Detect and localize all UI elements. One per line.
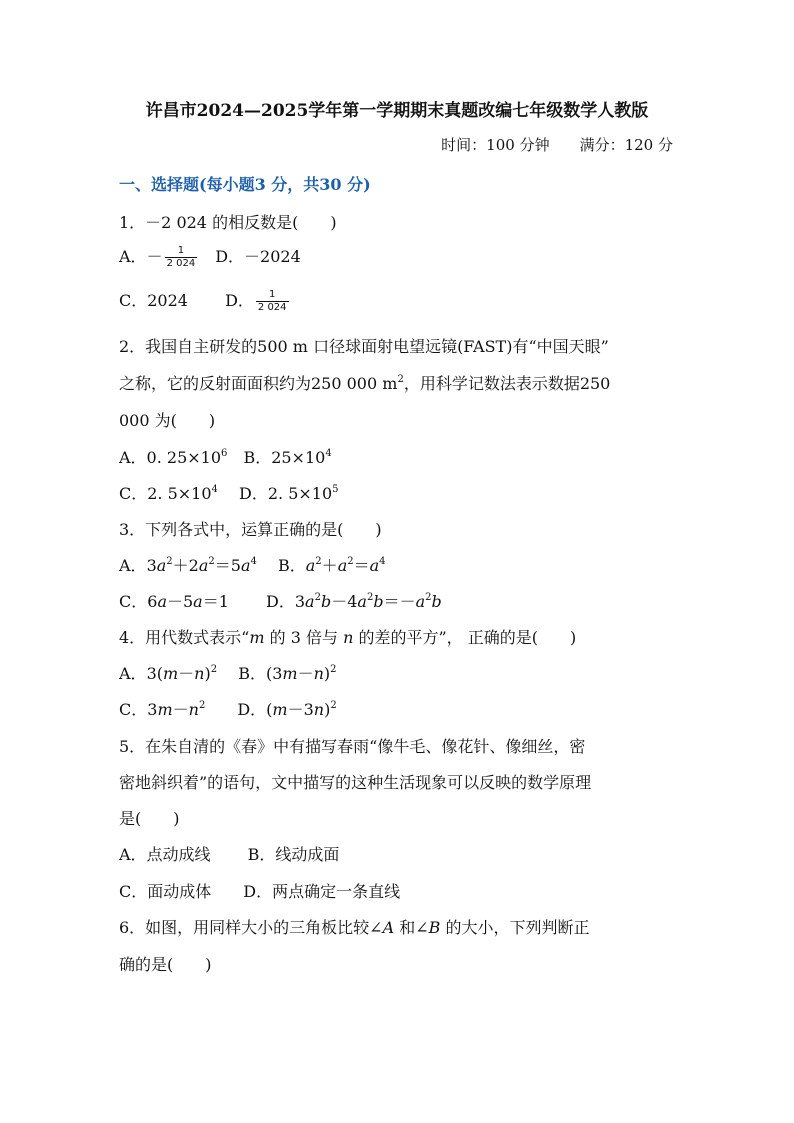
q3-d-label: D． [266,592,295,611]
q1-option-b: D．－2024 [215,247,301,266]
q3-a-label: A． [119,556,147,575]
q5-option-d: D．两点确定一条直线 [243,882,401,901]
q2-option-a [119,448,227,467]
q4-option-a-expr: $3(m-n)^2$ [146,664,218,683]
q6-angle-a: A [382,918,395,937]
q2-c-text: C．2. 5×10 [119,484,212,503]
q2-a-text: A．0. 25×10 [119,448,222,467]
q4-stem-c: 的差的平方”， 正确的是( ) [353,628,577,647]
question-1-stem: 1．－2 024 的相反数是( ) [119,213,337,232]
q6-angle-b: B [428,918,441,937]
q2-a-exponent: 6 [221,448,228,459]
q6-text-a: 6．如图，用同样大小的三角板比较∠ [119,918,383,937]
q3-option-d-expr: $3a^2b-4a^2b=-a^2b$ [294,592,442,611]
question-4-options-cd [119,697,337,720]
q1-option-d-label: D． [225,291,254,310]
q1-option-d-fraction [256,289,289,314]
question-5-options-cd [119,879,400,902]
q2-d-text: D．2. 5×10 [239,484,333,503]
question-2-line-2 [119,371,610,394]
q4-option-c-expr: $3m-n^2$ [147,700,206,719]
question-2-line-3: 000 为( ) [119,411,216,430]
question-1-options-ab [119,244,301,270]
q3-option-a-expr: $3a^2+2a^2=5a^4$ [146,556,257,575]
question-6-line-2: 确的是( ) [119,955,212,974]
q4-stem-a: 4．用代数式表示“ [119,628,250,647]
question-2-line-1: 2．我国自主研发的500 m 口径球面射电望远镜(FAST)有“中国天眼” [119,337,609,356]
question-4-options-ab [119,661,337,684]
q3-option-c-expr: 6a－5a＝1 [147,592,229,611]
q4-a-label: A． [119,664,147,683]
question-3-stem: 3．下列各式中，运算正确的是( ) [119,520,382,539]
question-3-options-cd [119,589,442,612]
question-1-options-cd [119,288,291,314]
question-5-line-2: 密地斜织着”的语句，文中描写的这种生活现象可以反映的数学原理 [119,773,592,792]
q2-d-exponent: 5 [332,484,339,495]
exam-score: 满分：120 分 [579,136,673,154]
q6-text-c: 的大小，下列判断正 [440,918,590,937]
q2-option-c [119,484,218,503]
q1-option-a-label: A．－ [119,247,163,266]
question-5-line-1: 5．在朱自清的《春》中有描写春雨“像牛毛、像花针、像细丝，密 [119,737,586,756]
q4-stem-b: 的 3 倍与 [264,628,344,647]
q2-line2-text-b: ，用科学记数法表示数据250 [403,374,611,393]
exam-time: 时间：100 分钟 [441,136,550,154]
question-2-options-ab [119,445,332,468]
q2-b-text: B．25×10 [243,448,326,467]
q3-c-label: C． [119,592,148,611]
exam-info [441,134,673,155]
q4-b-label: B． [238,664,266,683]
question-5-line-3: 是( ) [119,809,180,828]
question-2-options-cd [119,481,339,504]
question-3-options-ab [119,553,386,576]
q1-d-denominator: 2 024 [257,302,287,313]
q1-a-denominator: 2 024 [166,258,196,269]
q2-c-exponent: 4 [211,484,218,495]
q1-option-a-fraction [165,245,198,270]
q5-option-b: B．线动成面 [247,845,340,864]
q2-option-d [239,484,339,503]
section-heading: 一、选择题(每小题3 分，共30 分) [119,175,371,194]
q1-a-numerator: 1 [165,245,198,258]
q4-option-b-expr: $(3m-n)^2$ [265,664,337,683]
q5-option-a: A．点动成线 [119,845,211,864]
q4-var-n: n [343,628,354,647]
q2-line2-text-a: 之称，它的反射面面积约为250 000 m [119,374,398,393]
q4-d-label: D． [237,700,267,719]
q5-option-c: C．面动成体 [119,882,212,901]
page-title: 许昌市2024—2025学年第一学期期末真题改编七年级数学人教版 [145,101,649,121]
question-6-line-1 [119,915,590,938]
q3-b-label: B． [277,556,306,575]
q3-option-b-expr: $a^2+a^2=a^4$ [305,556,386,575]
q4-c-label: C． [119,700,148,719]
q2-line2-superscript: 2 [397,374,404,385]
q1-d-numerator: 1 [256,289,289,302]
q4-option-d-expr: $(m-3n)^2$ [266,700,337,719]
question-5-options-ab [119,842,339,865]
q2-b-exponent: 4 [325,448,332,459]
question-4-stem [119,625,576,648]
q2-option-b [243,448,331,467]
q4-var-m: m [249,628,265,647]
q1-option-c: C．2024 [119,291,188,310]
q6-text-b: 和∠ [394,918,429,937]
